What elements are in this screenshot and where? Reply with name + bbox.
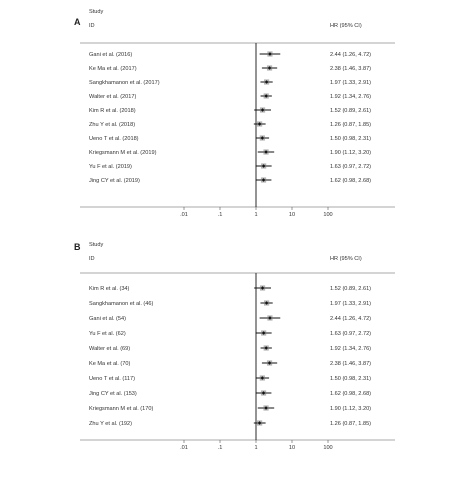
study-header: Study (89, 242, 104, 248)
study-row (89, 420, 371, 427)
study-row (89, 163, 371, 170)
panel-letter: B (74, 242, 81, 252)
study-label: Zhu Y et al. (2018) (89, 122, 136, 128)
study-row (89, 65, 371, 72)
hr-value: 1.52 (0.89, 2.61) (330, 286, 372, 292)
study-row (89, 121, 371, 128)
study-label: Kim R et al. (2018) (89, 108, 136, 114)
x-tick-label: 10 (288, 212, 296, 218)
study-label: Ke Ma et al. (2017) (89, 66, 137, 72)
study-row (89, 79, 371, 86)
study-label: Yu F et al. (2019) (89, 164, 132, 170)
forest-plot-svg (0, 0, 474, 232)
study-label: Ke Ma et al. (70) (89, 361, 131, 367)
study-label: Yu F et al. (62) (89, 331, 126, 337)
study-label: Sangkhamanon et al. (46) (89, 301, 154, 307)
study-label: Ueno T et al. (2018) (89, 136, 139, 142)
study-row (89, 330, 371, 337)
hr-value: 2.44 (1.26, 4.72) (330, 316, 372, 322)
hr-value: 1.90 (1.12, 3.20) (330, 150, 372, 156)
panel-letter: A (74, 17, 81, 27)
x-tick-label: 1 (254, 212, 258, 218)
study-label: Zhu Y et al. (192) (89, 421, 133, 427)
x-tick-label: .01 (180, 445, 188, 451)
forest-plot-b (0, 236, 474, 468)
hr-value: 1.50 (0.98, 2.31) (330, 136, 372, 142)
study-label: Kriegsmann M et al. (170) (89, 406, 154, 412)
hr-value: 1.92 (1.34, 2.76) (330, 94, 372, 100)
x-tick-label: 1 (254, 445, 258, 451)
study-row (89, 315, 371, 322)
x-tick-label: 100 (323, 212, 333, 218)
study-row (89, 285, 371, 292)
study-label: Kim R et al. (34) (89, 286, 130, 292)
hr-value: 2.38 (1.46, 3.87) (330, 361, 372, 367)
study-label: Jing CY et al. (153) (89, 391, 137, 397)
hr-value: 1.63 (0.97, 2.72) (330, 164, 372, 170)
hr-value: 2.44 (1.26, 4.72) (330, 52, 372, 58)
study-label: Gani et al. (54) (89, 316, 126, 322)
study-row (89, 375, 371, 382)
study-row (89, 390, 371, 397)
x-tick-label: 100 (323, 445, 333, 451)
study-row (89, 405, 371, 412)
id-header: ID (89, 256, 95, 262)
study-row (89, 360, 371, 367)
study-label: Walter et al. (69) (89, 346, 131, 352)
study-label: Kriegsmann M et al. (2019) (89, 150, 157, 156)
study-row (89, 300, 371, 307)
x-tick-label: .1 (217, 445, 223, 451)
hr-header: HR (95% CI) (330, 256, 362, 262)
hr-value: 1.90 (1.12, 3.20) (330, 406, 372, 412)
hr-header: HR (95% CI) (330, 23, 362, 29)
x-tick-label: .01 (180, 212, 188, 218)
x-tick-label: 10 (288, 445, 296, 451)
study-label: Sangkhamanon et al. (2017) (89, 80, 160, 86)
forest-plot-svg (0, 236, 474, 468)
forest-plot-a (0, 0, 474, 232)
study-row (89, 93, 371, 100)
hr-value: 1.26 (0.87, 1.85) (330, 122, 372, 128)
x-tick-label: .1 (217, 212, 223, 218)
hr-value: 1.97 (1.33, 2.91) (330, 301, 372, 307)
study-header: Study (89, 9, 104, 15)
id-header: ID (89, 23, 95, 29)
study-row (89, 177, 371, 184)
study-row (89, 345, 371, 352)
hr-value: 2.38 (1.46, 3.87) (330, 66, 372, 72)
study-row (89, 135, 371, 142)
hr-value: 1.62 (0.98, 2.68) (330, 391, 372, 397)
study-row (89, 107, 371, 114)
hr-value: 1.50 (0.98, 2.31) (330, 376, 372, 382)
study-label: Walter et al. (2017) (89, 94, 137, 100)
hr-value: 1.52 (0.89, 2.61) (330, 108, 372, 114)
study-label: Jing CY et al. (2019) (89, 178, 140, 184)
hr-value: 1.92 (1.34, 2.76) (330, 346, 372, 352)
hr-value: 1.97 (1.33, 2.91) (330, 80, 372, 86)
study-label: Ueno T et al. (117) (89, 376, 136, 382)
hr-value: 1.63 (0.97, 2.72) (330, 331, 372, 337)
study-row (89, 51, 371, 58)
study-label: Gani et al. (2016) (89, 52, 133, 58)
hr-value: 1.62 (0.98, 2.68) (330, 178, 372, 184)
hr-value: 1.26 (0.87, 1.85) (330, 421, 372, 427)
study-row (89, 149, 371, 156)
